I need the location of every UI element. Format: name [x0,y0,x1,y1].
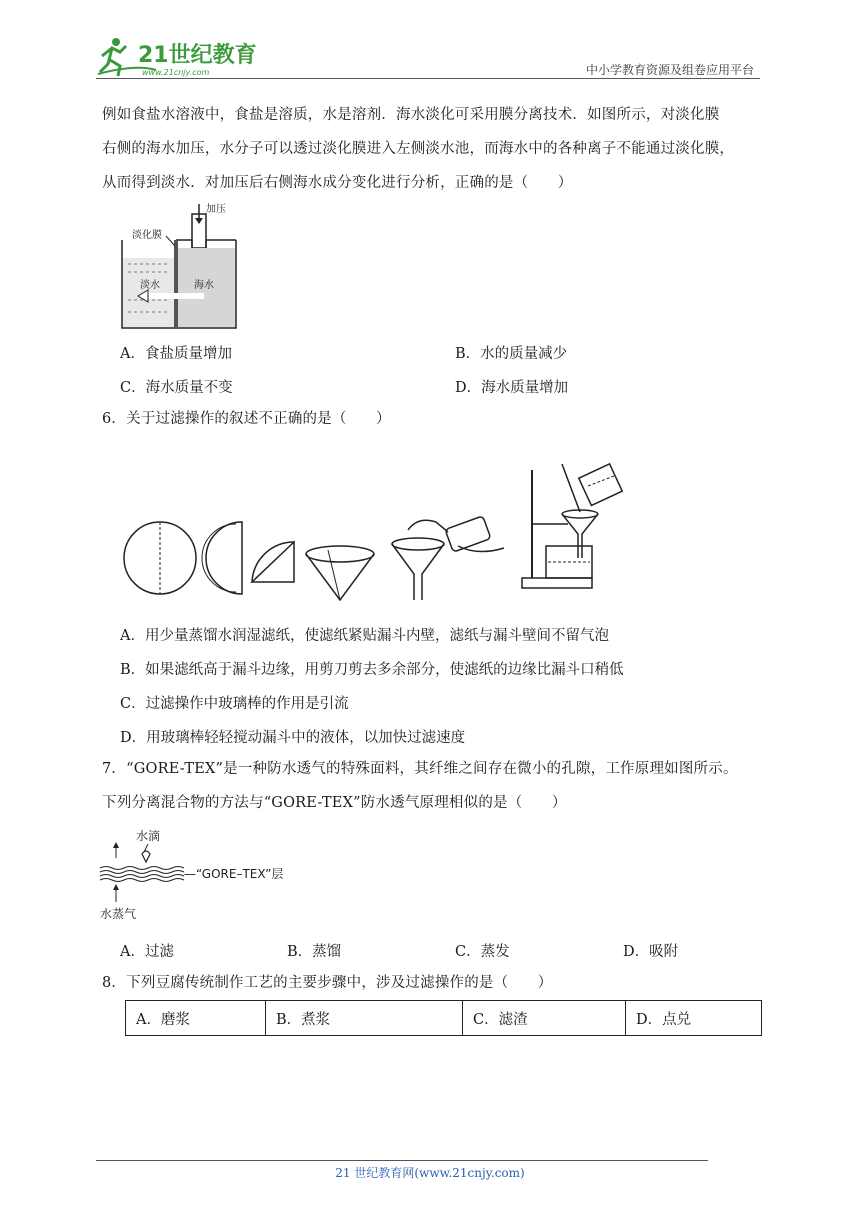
q6-option-c: C．过滤操作中玻璃棒的作用是引流 [120,696,349,712]
q5-intro-line-1: 例如食盐水溶液中，食盐是溶质，水是溶剂．海水淡化可采用膜分离技术．如图所示，对淡化膜 [102,107,720,123]
q8-stem: 8．下列豆腐传统制作工艺的主要步骤中，涉及过滤操作的是（ ） [102,975,553,991]
membrane-label: 淡化膜 [132,230,162,241]
gore-tex-layer-label: —“GORE–TEX”层 [184,867,284,881]
header-platform-text: 中小学教育资源及组卷应用平台 [585,63,754,77]
q6-filtration-figure [118,460,638,610]
q5-option-c: C．海水质量不变 [120,380,233,396]
vapor-label: 水蒸气 [100,907,137,921]
q6-option-a: A．用少量蒸馏水润湿滤纸，使滤纸紧贴漏斗内壁，滤纸与漏斗壁间不留气泡 [120,628,609,644]
q8-option-a: A．磨浆 [126,1001,266,1035]
logo-main-text: 21世纪教育 [138,43,257,68]
q8-options-table [125,1000,762,1036]
drop-label: 水滴 [136,829,161,843]
q7-stem-line-1: 7．“GORE-TEX”是一种防水透气的特殊面料，其纤维之间存在微小的孔隙，工作原理如图所示。 [102,761,738,777]
q5-desalination-figure [118,200,242,332]
header-divider [96,78,760,79]
q5-option-d: D．海水质量增加 [455,380,569,396]
q7-option-d: D．吸附 [623,944,679,960]
q8-option-c: C．滤渣 [463,1001,626,1035]
q6-option-d: D．用玻璃棒轻轻搅动漏斗中的液体，以加快过滤速度 [120,730,466,746]
footer-divider [96,1160,708,1161]
q5-option-b: B．水的质量减少 [455,346,568,362]
q5-intro-line-2: 右侧的海水加压，水分子可以透过淡化膜进入左侧淡水池，而海水中的各种离子不能通过淡化膜， [102,141,735,157]
q7-option-b: B．蒸馏 [287,944,342,960]
q7-stem-line-2: 下列分离混合物的方法与“GORE-TEX”防水透气原理相似的是（ ） [102,795,567,811]
pressure-label: 加压 [206,204,226,215]
logo-url-text: www.21cnjy.com [142,68,210,77]
fresh-water-label: 淡水 [140,280,160,291]
q7-option-a: A．过滤 [120,944,174,960]
q8-option-d: D．点兑 [636,1011,692,1028]
sea-water-label: 海水 [194,280,214,291]
logo [96,34,266,80]
q6-option-b: B．如果滤纸高于漏斗边缘，用剪刀剪去多余部分，使滤纸的边缘比漏斗口稍低 [120,662,624,678]
q8-option-b: B．煮浆 [266,1001,463,1035]
q5-option-a: A．食盐质量增加 [120,346,232,362]
footer-text: 21 世纪教育网(www.21cnjy.com) [335,1166,525,1180]
q7-gore-tex-figure [98,824,318,924]
q5-intro-line-3: 从而得到淡水．对加压后右侧海水成分变化进行分析，正确的是（ ） [102,175,573,191]
q7-option-c: C．蒸发 [455,944,510,960]
q6-stem: 6．关于过滤操作的叙述不正确的是（ ） [102,411,391,427]
